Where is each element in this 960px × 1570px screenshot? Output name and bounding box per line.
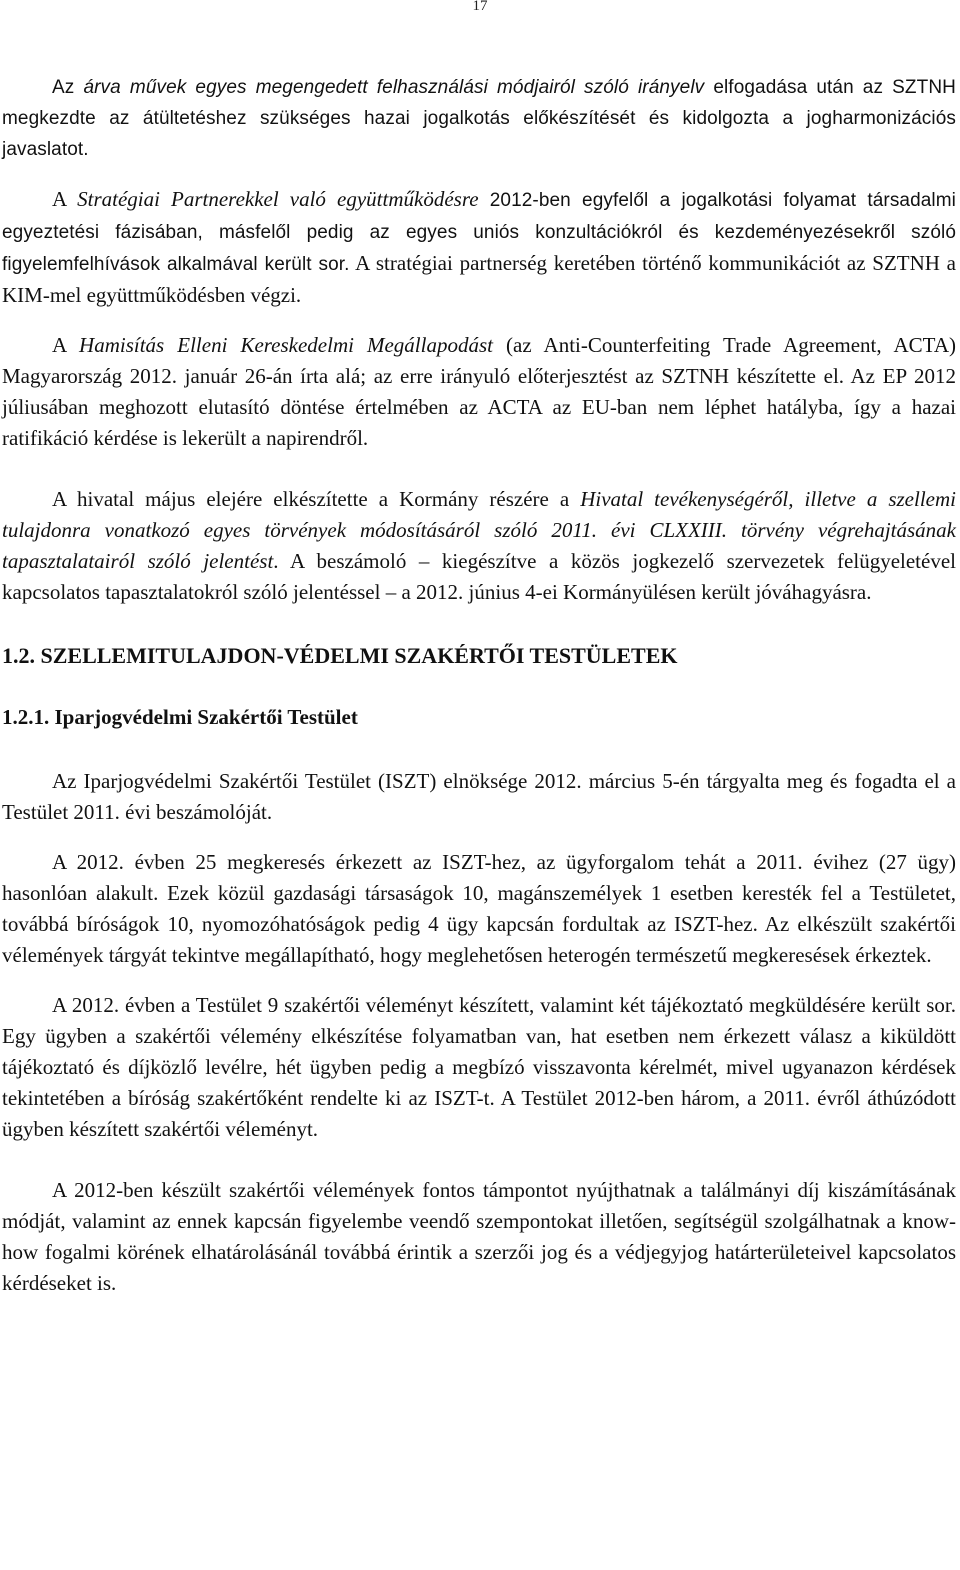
text-run-sans: 2012-ben egyfelől a jogalkotási folyamat társadalmi egyeztetési fázisában, másfelől pedig az egyes uniós konzultációkról és kezdeményezésekről szóló figyelemfelhívások alkalmával került sor. xyxy=(2,190,957,275)
italic-directive-title: árva művek egyes megengedett felhasználási módjairól szóló irányelv xyxy=(83,77,705,98)
page-number: 17 xyxy=(472,0,488,14)
paragraph-orphan-works xyxy=(2,72,956,165)
section-heading-1-2: 1.2. SZELLEMITULAJDON-VÉDELMI SZAKÉRTŐI TESTÜLETEK xyxy=(2,643,678,668)
section-heading-1-2-1: 1.2.1. Iparjogvédelmi Szakértői Testület xyxy=(2,705,358,729)
text-run: (az Anti-Counterfeiting Trade Agreement, ACTA) Magyarország 2012. január 26-án írta alá; az erre irányuló előterjesztést az SZTNH készítette el. Az EP 2012 júliusában meghozott elutasító döntése értelmében az ACTA az EU-ban nem léphet hatályba, így a hazai ratifikáció kérdése is lekerült a napirendről. xyxy=(2,333,956,450)
text-run: . A beszámoló – kiegészítve a közös jogkezelő szervezetek felügyeletével kapcsolatos tapasztalatokról szóló jelentéssel – a 2012. június 4-ei Kormányülésen került jóváhagyásra. xyxy=(2,549,956,604)
italic-acta-title: Hamisítás Elleni Kereskedelmi Megállapodást xyxy=(79,333,493,357)
text-run: A xyxy=(52,187,78,211)
page-body xyxy=(2,72,956,1299)
text-run: elfogadása után az SZTNH megkezdte az átültetéshez szükséges hazai jogalkotás előkészítését és kidolgozta a jogharmonizációs javaslatot. xyxy=(2,77,956,160)
italic-strategic-partners: Stratégiai Partnerekkel való együttműködésre xyxy=(77,187,479,211)
italic-report-title: Hivatal tevékenységéről, illetve a szellemi tulajdonra vonatkozó egyes törvények módosításáról szóló 2011. évi CLXXIII. törvény végrehajtásának tapasztalatairól szóló jelentést xyxy=(2,487,956,573)
text-run: A stratégiai partnerség keretében történő kommunikációt az SZTNH a KIM-mel együttműködésben végzi. xyxy=(2,251,956,307)
paragraph-strategic-partners xyxy=(2,184,956,311)
paragraph-iszt-caseload: A 2012. évben 25 megkeresés érkezett az ISZT-hez, az ügyforgalom tehát a 2011. évihez (27 ügy) hasonlóan alakult. Ezek közül gazdasági társaságok 10, magánszemélyek 1 esetben keresték fel a Testületet, továbbá bíróságok 10, nyomozóhatóságok pedig 4 ügy kapcsán fordultak az ISZT-hez. Az elkészült szakértői vélemények tárgyát tekintve megállapítható, hogy meglehetősen heterogén természetű megkeresések érkeztek. xyxy=(2,850,956,967)
text-run: A xyxy=(52,333,80,357)
paragraph-iszt-significance: A 2012-ben készült szakértői vélemények fontos támpontot nyújthatnak a találmányi díj kiszámításának módját, valamint az ennek kapcsán figyelembe veendő szempontokat illetően, segítségül szolgálhatnak a know-how fogalmi körének elhatárolásánál továbbá érintik a szerzői jog és a védjegyjog határterületeivel kapcsolatos kérdéseket is. xyxy=(2,1178,956,1295)
paragraph-iszt-board: Az Iparjogvédelmi Szakértői Testület (ISZT) elnöksége 2012. március 5-én tárgyalta meg és fogadta el a Testület 2011. évi beszámolóját. xyxy=(2,769,956,824)
paragraph-iszt-opinions: A 2012. évben a Testület 9 szakértői véleményt készített, valamint két tájékoztató megküldésére került sor. Egy ügyben a szakértői vélemény elkészítése folyamatban van, hat esetben nem érkezett válasz a kiküldött tájékoztató és díjközlő levélre, hét ügyben pedig a megbízó visszavonta kérelmét, mivel ugyanazon kérdések tekintetében a bíróság szakértőként rendelte ki az ISZT-t. A Testület 2012-ben három, a 2011. évről áthúzódott ügyben készített szakértői véleményt. xyxy=(2,993,956,1141)
paragraph-acta xyxy=(2,330,956,454)
text-run: A hivatal május elejére elkészítette a Kormány részére a xyxy=(52,487,581,511)
text-run: Az xyxy=(52,77,84,98)
paragraph-government-report xyxy=(2,484,956,608)
